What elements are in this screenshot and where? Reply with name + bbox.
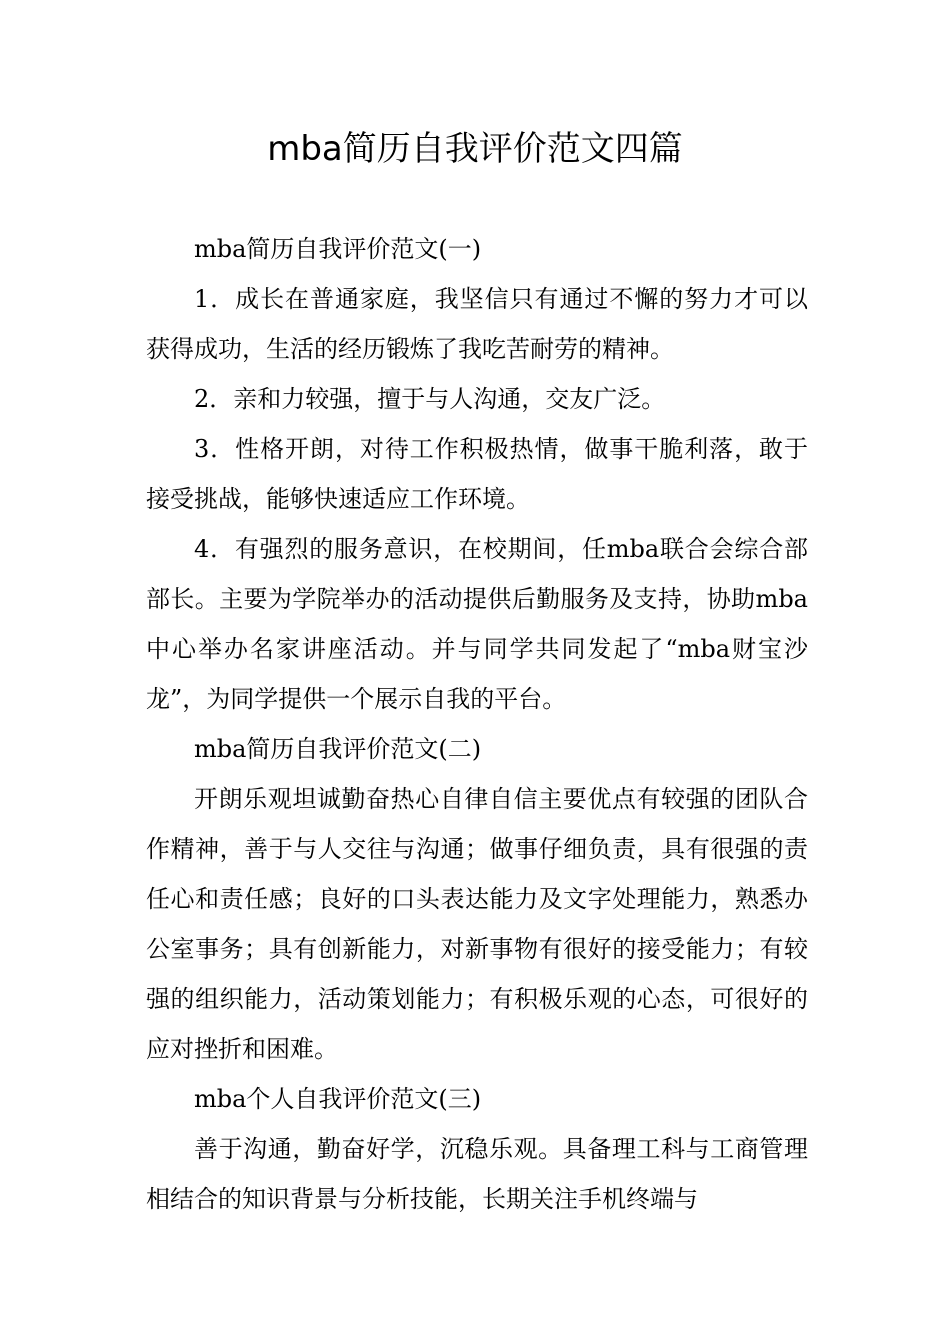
paragraph: 3．性格开朗，对待工作积极热情，做事干脆利落，敢于接受挑战，能够快速适应工作环境。 xyxy=(146,435,808,513)
section-heading-2: mba简历自我评价范文(二) xyxy=(194,735,482,763)
paragraph: 2．亲和力较强，擅于与人沟通，交友广泛。 xyxy=(194,385,666,413)
paragraph: 开朗乐观坦诚勤奋热心自律自信主要优点有较强的团队合作精神，善于与人交往与沟通；做事仔细负责，具有很强的责任心和责任感；良好的口头表达能力及文字处理能力，熟悉办公室事务；具有创新能力，对新事物有很好的接受能力；有较强的组织能力，活动策划能力；有积极乐观的心态，可很好的应对挫折和困难。 xyxy=(146,785,808,1063)
document-body xyxy=(146,224,808,1224)
document-title: mba简历自我评价范文四篇 xyxy=(267,129,683,169)
paragraph: 4．有强烈的服务意识，在校期间，任mba联合会综合部部长。主要为学院举办的活动提供后勤服务及支持，协助mba中心举办名家讲座活动。并与同学共同发起了“mba财宝沙龙”，为同学提供一个展示自我的平台。 xyxy=(146,535,808,713)
section-heading-1: mba简历自我评价范文(一) xyxy=(194,235,482,263)
paragraph: 善于沟通，勤奋好学，沉稳乐观。具备理工科与工商管理相结合的知识背景与分析技能，长期关注手机终端与 xyxy=(146,1135,808,1213)
section-heading-3: mba个人自我评价范文(三) xyxy=(194,1085,482,1113)
paragraph: 1．成长在普通家庭，我坚信只有通过不懈的努力才可以获得成功，生活的经历锻炼了我吃苦耐劳的精神。 xyxy=(146,285,808,363)
